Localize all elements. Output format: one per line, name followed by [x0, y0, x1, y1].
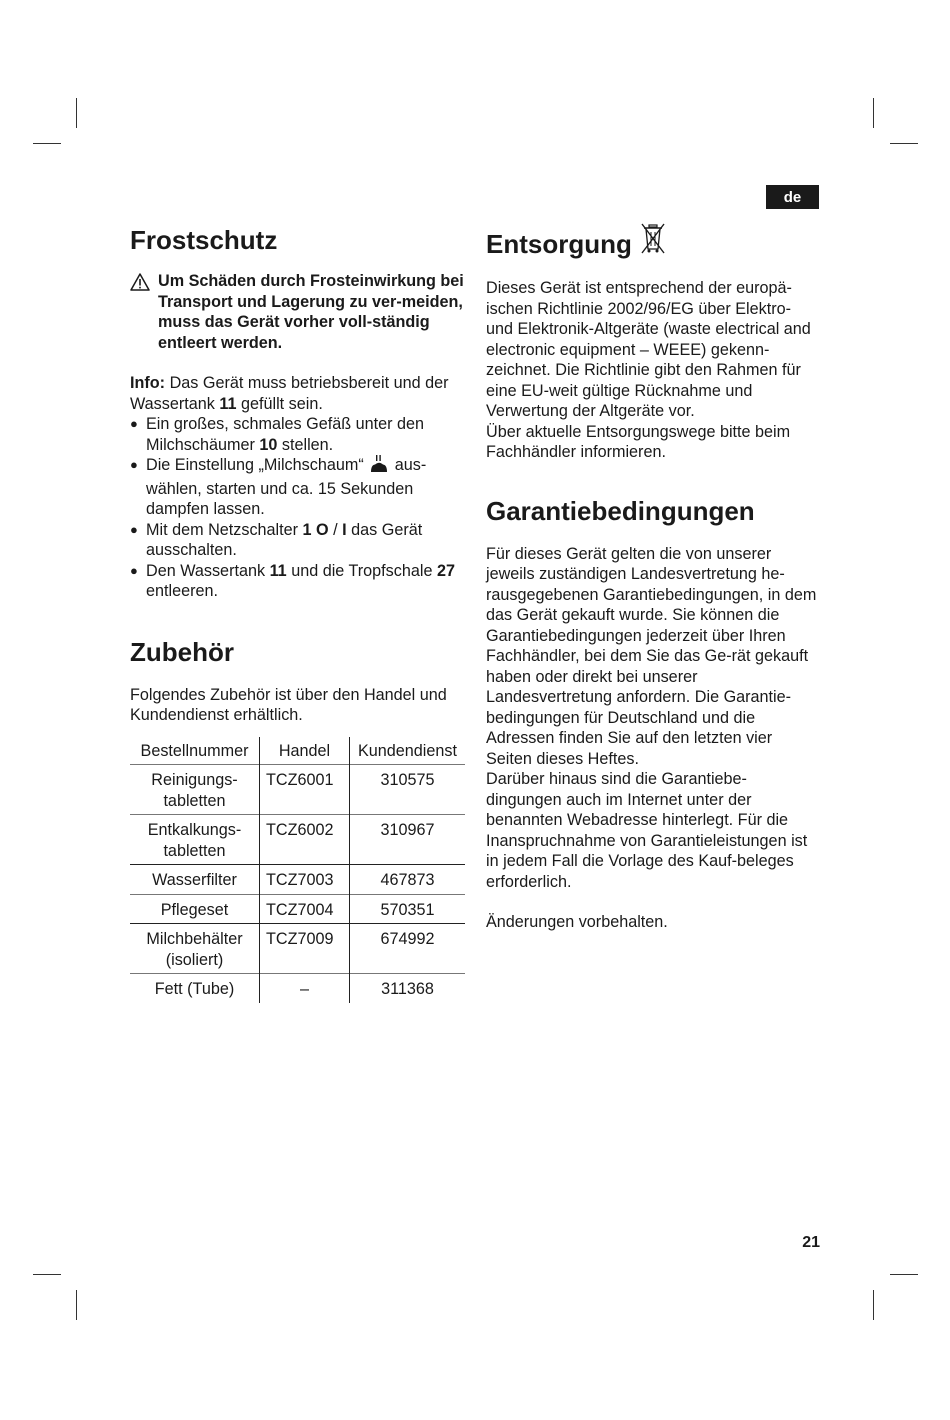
entsorgung-text: Dieses Gerät ist entsprechend der europä-ischen Richtlinie 2002/96/EG über Elektro- und Elektronik-Altgeräte (waste electrical and electronic equipment – WEEE) gekenn-zeichnet. Die Richtlinie gibt den Rahmen für eine EU-weit gültige Rücknahme und Verwertung der Altgeräte vor. — [486, 279, 811, 420]
right-column — [486, 222, 821, 933]
garantie-heading: Garantiebedingungen — [486, 495, 755, 526]
table-row: Milchbehälter (isoliert) TCZ7009 674992 — [130, 924, 465, 974]
entsorgung-heading: Entsorgung — [486, 222, 821, 265]
frostschutz-heading: Frostschutz — [130, 225, 278, 255]
list-item: ● Ein großes, schmales Gefäß unter den Milchschäumer 10 stellen. — [130, 415, 425, 454]
crop-mark — [890, 1274, 918, 1275]
column-header: Kundendienst — [357, 741, 457, 760]
accessories-table — [130, 737, 465, 1003]
crop-mark — [873, 98, 874, 128]
info-number: 11 — [219, 394, 237, 413]
zubehoer-heading: Zubehör — [130, 636, 234, 667]
left-column — [130, 222, 465, 1003]
crop-mark — [33, 1274, 61, 1275]
list-item: ● Die Einstellung „Milchschaum“ aus-wählen, starten und ca. 15 Sekunden dampfen lassen. — [130, 456, 427, 518]
column-header: Bestellnummer — [130, 737, 260, 765]
crop-mark — [873, 1290, 874, 1320]
garantie-text-2: Darüber hinaus sind die Garantiebe-dingungen auch im Internet unter der benannten Webadresse hinterlegt. Für die Inanspruchnahme von Garantieleistungen ist in jedem Fall die Vorlage des Kauf-beleges erforderlich. — [486, 770, 808, 891]
list-item: ● Mit dem Netzschalter 1 O / I das Gerät ausschalten. — [130, 520, 423, 559]
page-number: 21 — [802, 1234, 820, 1251]
table-row: Reinigungs- tabletten TCZ6001 310575 — [130, 765, 465, 815]
garantie-text: Für dieses Gerät gelten die von unserer jeweils zuständigen Landesvertretung he-rausgegebenen Garantiebedingungen, in dem das Gerät gekauft wurde. Sie können die Garantiebedingungen jederzeit über Ihren Fachhändler, bei dem Sie das Ge-rät gekauft haben oder direkt bei unserer Landesvertretung anfordern. Die Garantie-bedingungen für Deutschland und die Adressen finden Sie auf den letzten vier Seiten dieses Heftes. — [486, 544, 817, 768]
frost-steps — [130, 414, 465, 602]
frost-warning — [130, 271, 465, 353]
changes-note: Änderungen vorbehalten. — [486, 913, 668, 931]
crop-mark — [76, 1290, 77, 1320]
entsorgung-text-2: Über aktuelle Entsorgungswege bitte beim Fachhändler informieren. — [486, 422, 791, 461]
warning-triangle-icon — [130, 271, 158, 353]
table-row: Wasserfilter TCZ7003 467873 — [130, 865, 465, 895]
crop-mark — [76, 98, 77, 128]
table-row: Fett (Tube) – 311368 — [130, 974, 465, 1003]
crossed-bin-icon — [640, 222, 666, 265]
info-text: gefüllt sein. — [240, 394, 323, 413]
list-item: ● Den Wassertank 11 und die Tropfschale 27 entleeren. — [130, 561, 455, 600]
table-header-row — [130, 737, 465, 765]
column-header: Handel — [260, 737, 350, 765]
table-row: Pflegeset TCZ7004 570351 — [130, 894, 465, 924]
info-label: Info: — [130, 374, 166, 392]
table-row: Entkalkungs- tabletten TCZ6002 310967 — [130, 815, 465, 865]
info-text: Das Gerät muss betriebsbereit und der Wassertank — [130, 374, 449, 413]
warning-text: Um Schäden durch Frosteinwirkung bei Transport und Lagerung zu ver-meiden, muss das Gerät vorher voll-ständig entleert werden. — [158, 272, 464, 352]
info-paragraph — [130, 373, 465, 414]
zubehoer-intro: Folgendes Zubehör ist über den Handel und Kundendienst erhältlich. — [130, 685, 447, 724]
crop-mark — [890, 143, 918, 144]
crop-mark — [33, 143, 61, 144]
milk-froth-icon — [370, 455, 388, 479]
language-badge: de — [766, 185, 819, 209]
